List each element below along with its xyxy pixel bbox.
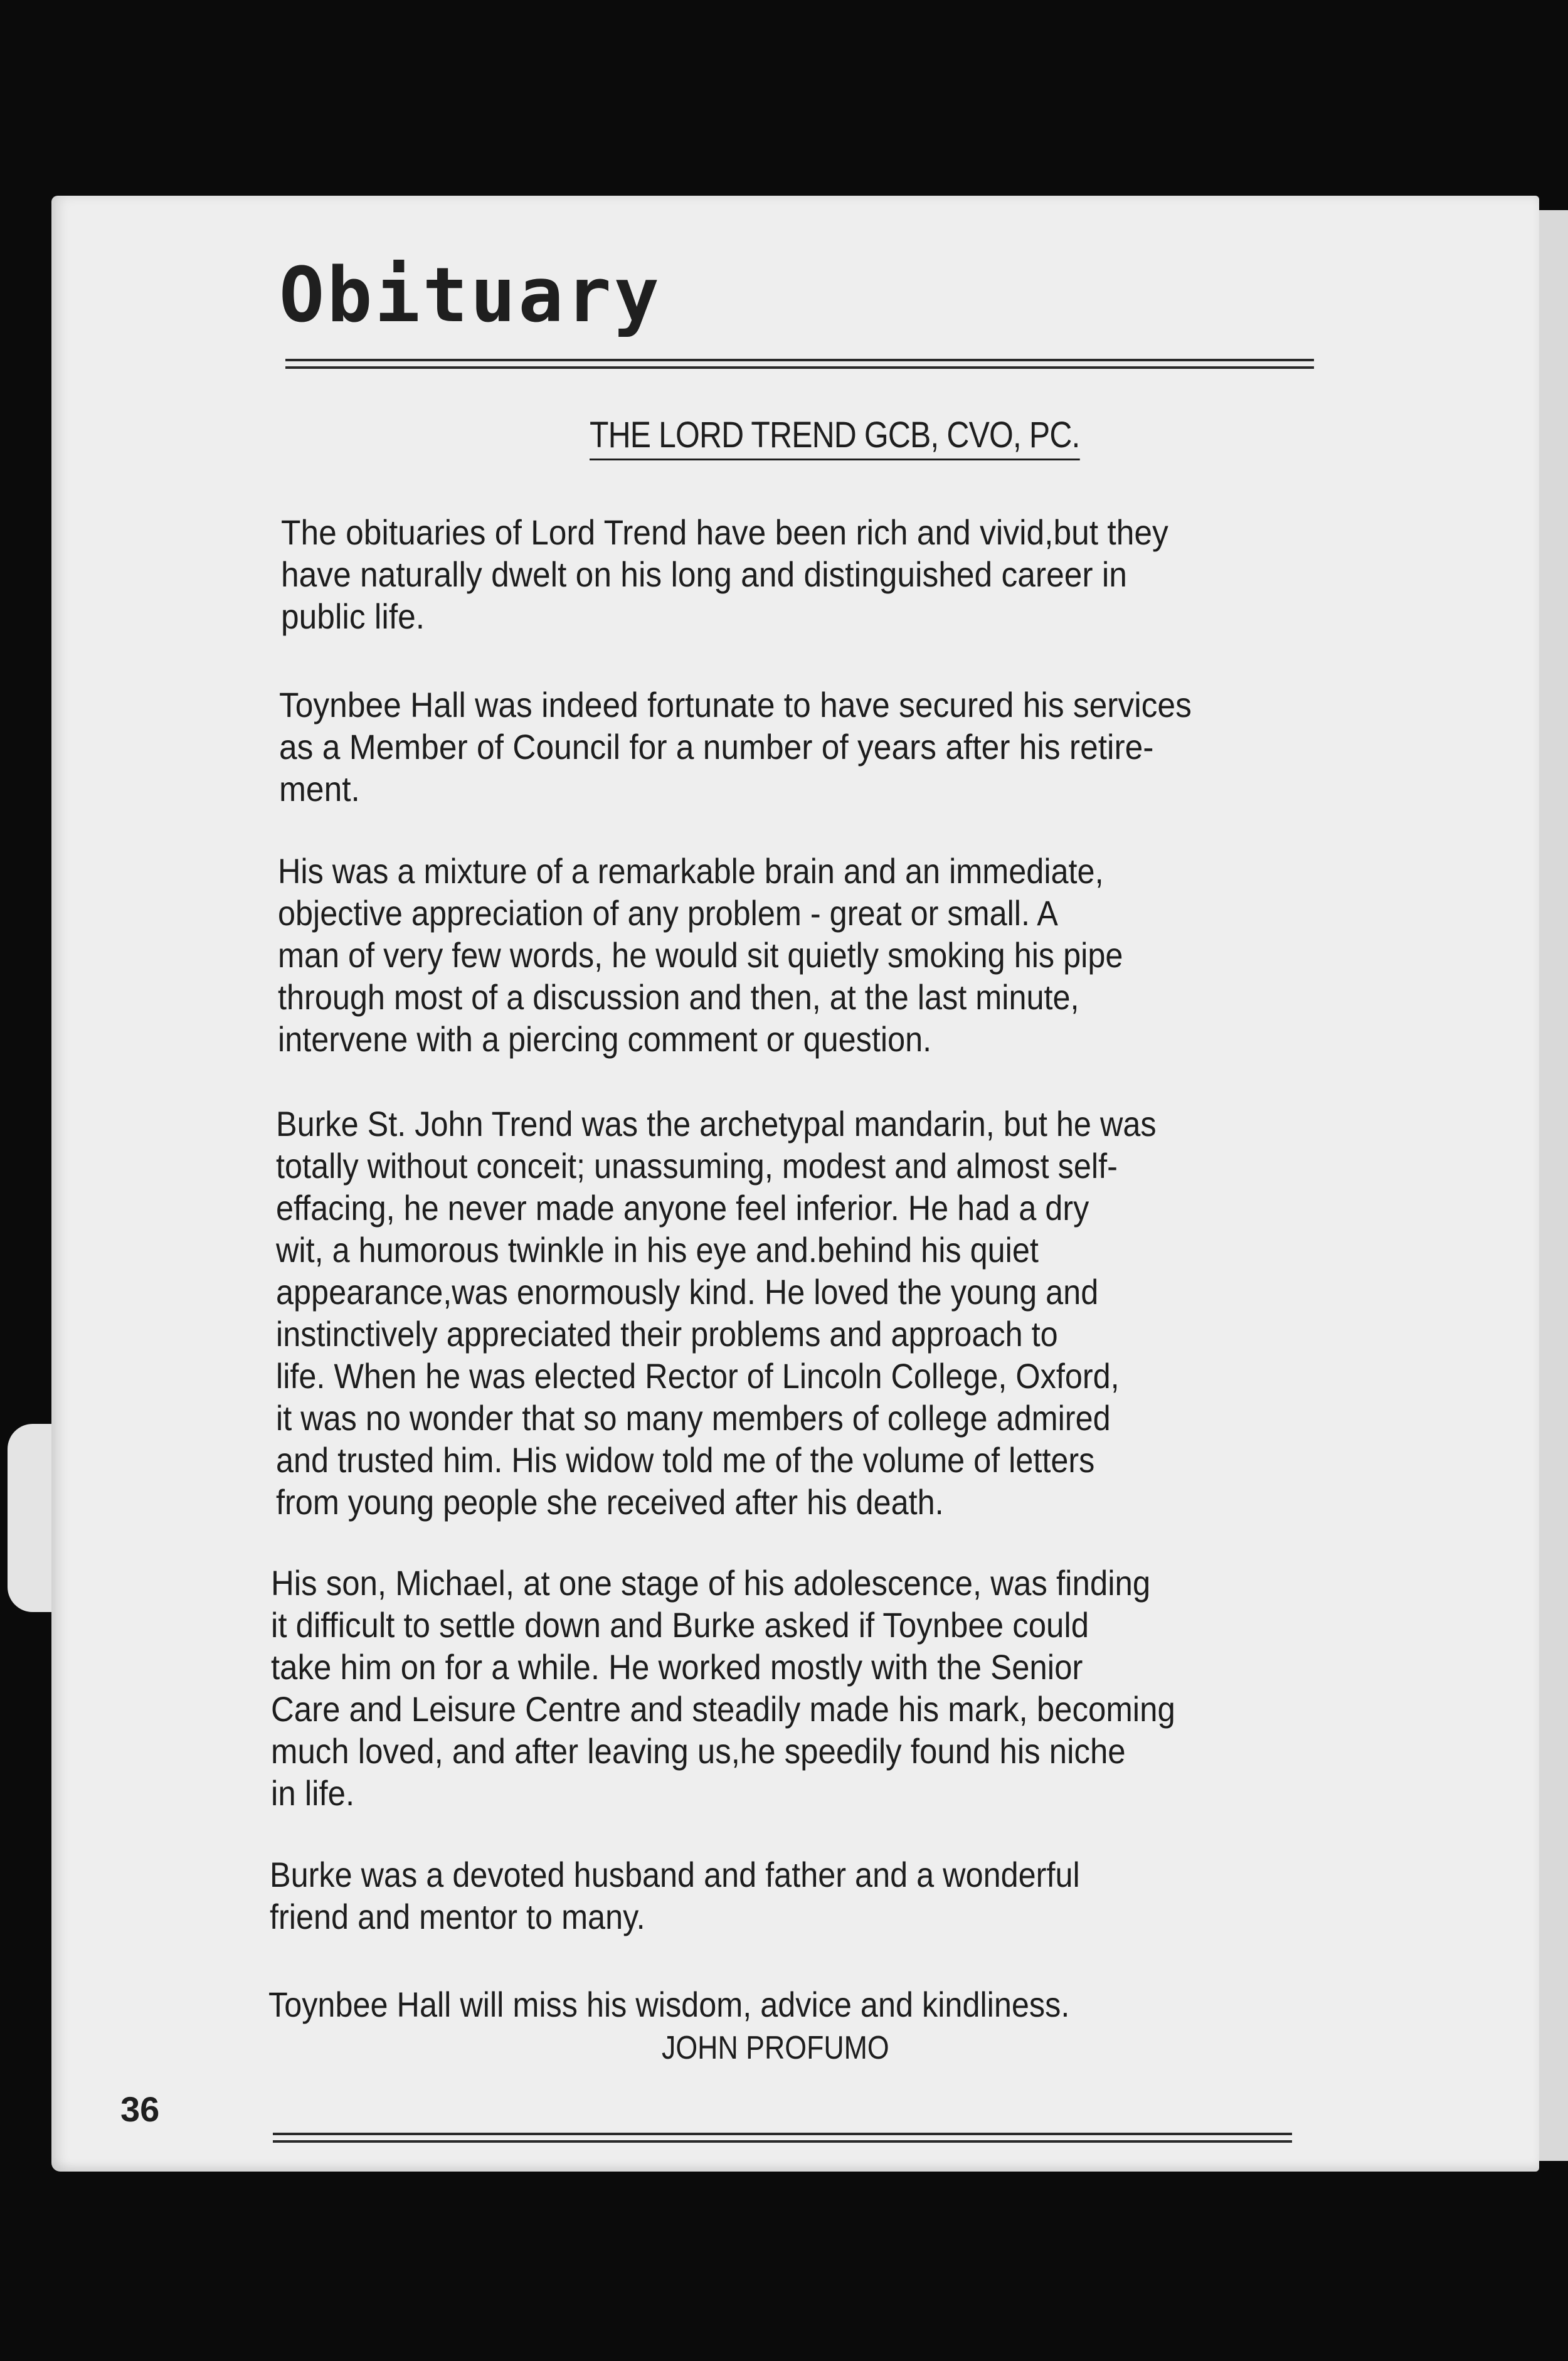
text-line: friend and mentor to many. (270, 1897, 645, 1936)
footer-rule-top (273, 2133, 1292, 2135)
page-number: 36 (120, 2089, 160, 2129)
paragraph-2 (279, 684, 1192, 810)
text-line: have naturally dwelt on his long and distinguished career in (281, 554, 1127, 594)
text-line: Burke was a devoted husband and father and a wonderful (270, 1855, 1080, 1894)
text-line: His was a mixture of a remarkable brain and an immediate, (278, 851, 1104, 891)
footer-rule-bottom (273, 2140, 1292, 2143)
page-title: Obituary (279, 252, 662, 339)
text-line: in life. (271, 1773, 355, 1813)
text-line: appearance,was enormously kind. He loved the young and (276, 1272, 1099, 1312)
text-line: objective appreciation of any problem - great or small. A (278, 893, 1058, 933)
text-line: man of very few words, he would sit quietly smoking his pipe (278, 935, 1123, 975)
text-line: Care and Leisure Centre and steadily made his mark, becoming (271, 1689, 1175, 1729)
text-line: life. When he was elected Rector of Lincoln College, Oxford, (276, 1356, 1120, 1396)
text-line: take him on for a while. He worked mostly with the Senior (271, 1647, 1083, 1687)
paragraph-3 (278, 850, 1123, 1060)
text-line: intervene with a piercing comment or question. (278, 1019, 932, 1059)
text-line: instinctively appreciated their problems and approach to (276, 1314, 1058, 1354)
text-line: ment. (279, 769, 360, 809)
obituary-subtitle: THE LORD TREND GCB, CVO, PC. (590, 417, 1080, 460)
text-line: effacing, he never made anyone feel inferior. He had a dry (276, 1188, 1089, 1228)
text-line: Toynbee Hall will miss his wisdom, advice and kindliness. (268, 1985, 1070, 2024)
paragraph-7 (268, 1983, 1069, 2025)
text-line: it was no wonder that so many members of college admired (276, 1398, 1111, 1438)
text-line: totally without conceit; unassuming, modest and almost self- (276, 1146, 1118, 1186)
text-line: through most of a discussion and then, at the last minute, (278, 977, 1079, 1017)
paragraph-5 (271, 1562, 1175, 1814)
text-line: much loved, and after leaving us,he speedily found his niche (271, 1731, 1126, 1771)
text-line: and trusted him. His widow told me of the volume of letters (276, 1440, 1095, 1480)
text-line: The obituaries of Lord Trend have been rich and vivid,but they (281, 512, 1168, 552)
text-line: Burke St. John Trend was the archetypal mandarin, but he was (276, 1104, 1157, 1143)
text-line: His son, Michael, at one stage of his adolescence, was finding (271, 1563, 1151, 1603)
paragraph-4 (276, 1103, 1157, 1523)
text-line: wit, a humorous twinkle in his eye and.behind his quiet (276, 1230, 1039, 1270)
title-rule-top (285, 359, 1314, 361)
text-line: Toynbee Hall was indeed fortunate to have secured his services (279, 685, 1192, 724)
text-line: from young people she received after his death. (276, 1482, 944, 1522)
text-line: as a Member of Council for a number of years after his retire- (279, 727, 1154, 767)
text-line: it difficult to settle down and Burke asked if Toynbee could (271, 1605, 1089, 1645)
author-signature: JOHN PROFUMO (662, 2030, 889, 2066)
text-line: public life. (281, 597, 425, 636)
paragraph-1 (281, 511, 1168, 637)
paragraph-6 (270, 1854, 1080, 1938)
next-page-edge (1535, 210, 1568, 2161)
title-rule-bottom (285, 366, 1314, 369)
